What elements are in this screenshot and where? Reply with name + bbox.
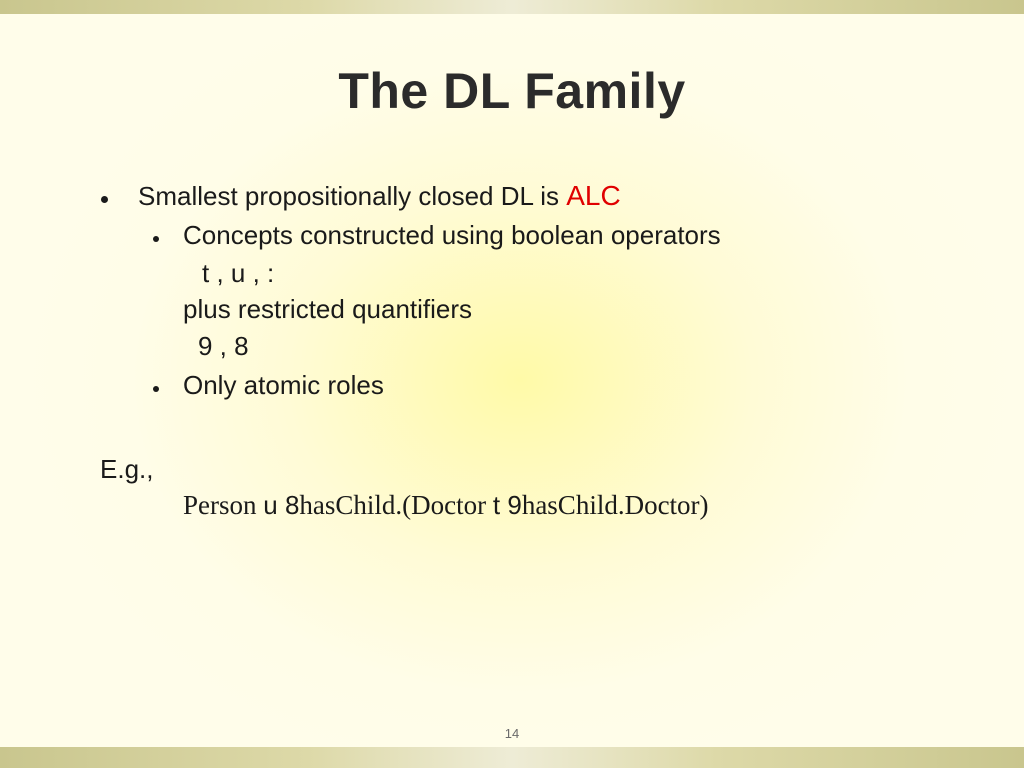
sub-bullet-atomic-roles: Only atomic roles bbox=[183, 370, 384, 400]
quantifier-symbols: 9 , 8 bbox=[198, 331, 249, 361]
bottom-decorative-band bbox=[0, 747, 1024, 768]
formula-symbol: 8 bbox=[277, 490, 300, 520]
sub-bullet-dot bbox=[153, 236, 159, 242]
formula-part: Person bbox=[183, 490, 264, 520]
bullet-dot bbox=[101, 196, 108, 203]
formula-symbol: t bbox=[492, 490, 501, 520]
boolean-operator-symbols: t , u , : bbox=[202, 258, 275, 288]
formula-symbol: 9 bbox=[500, 490, 522, 520]
sub-bullet-concepts: Concepts constructed using boolean operators bbox=[183, 220, 721, 250]
formula-part: hasChild.Doctor) bbox=[521, 490, 709, 520]
top-decorative-band bbox=[0, 0, 1024, 14]
slide-title: The DL Family bbox=[338, 63, 686, 119]
example-label: E.g., bbox=[100, 454, 154, 484]
formula-part: hasChild.(Doctor bbox=[299, 490, 493, 520]
restricted-quantifiers-text: plus restricted quantifiers bbox=[183, 294, 473, 324]
formula-symbol: u bbox=[263, 490, 278, 520]
example-formula bbox=[183, 490, 709, 521]
alc-highlight: ALC bbox=[566, 180, 621, 211]
page-number: 14 bbox=[504, 726, 520, 741]
bullet-smallest-dl bbox=[138, 182, 621, 210]
bullet-text: Smallest propositionally closed DL is bbox=[138, 181, 567, 211]
sub-bullet-dot bbox=[153, 386, 159, 392]
